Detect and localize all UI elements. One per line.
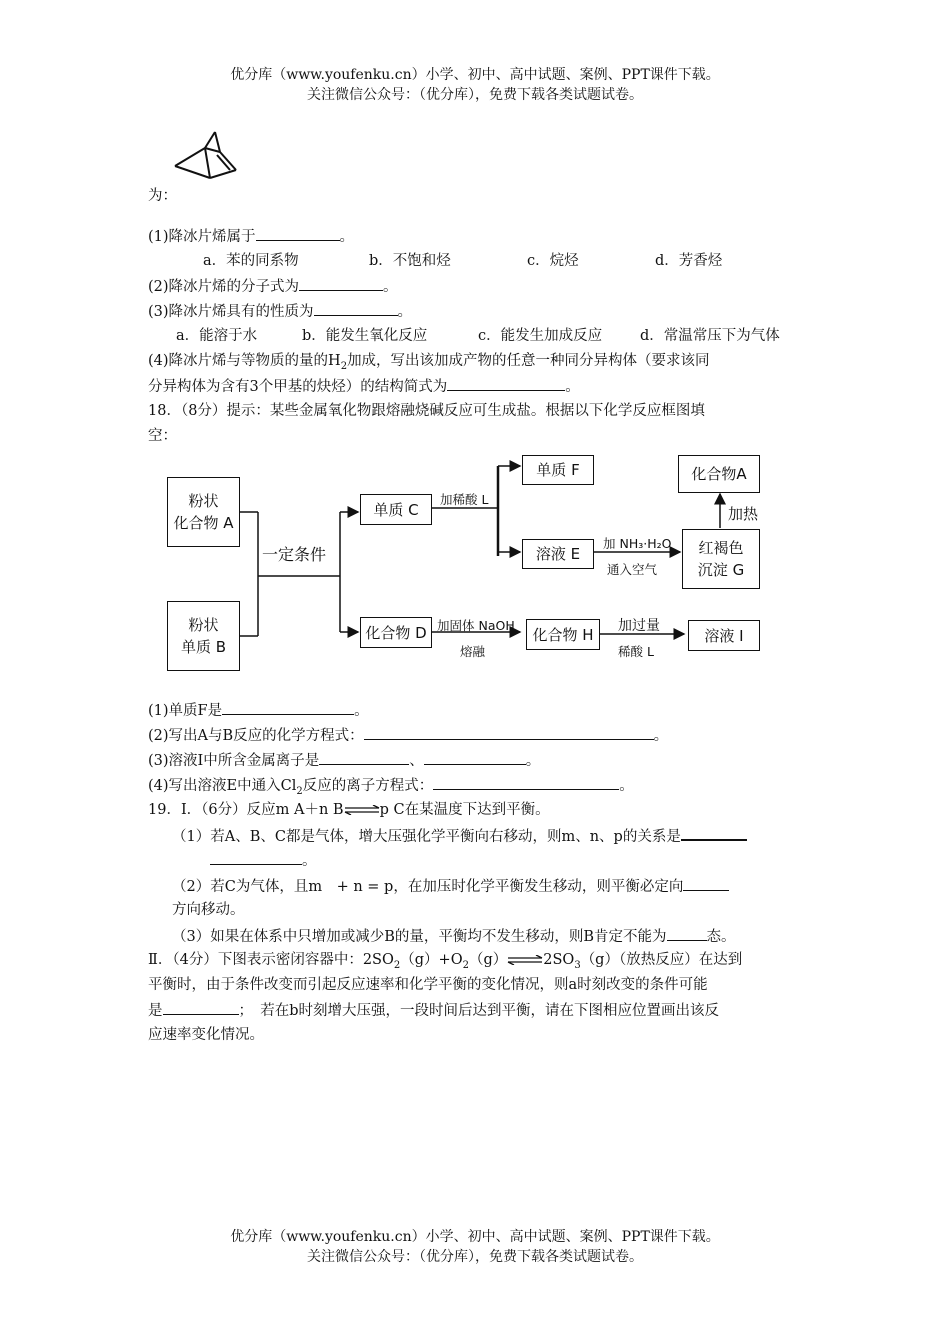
label-condition: 一定条件 [262,545,327,564]
q19-part1-q3: （3）如果在体系中只增加或减少B的量，平衡均不发生移动，则B肯定不能为 态。 [172,926,736,947]
q19-part1-q1: （1）若A、B、C都是气体，增大压强化学平衡向右移动，则m、n、p的关系是 [172,825,747,847]
q17-part4-line2: 分异构体为含有3个甲基的炔烃）的结构简式为 。 [148,376,580,397]
q17-option-c: c．烷烃 [527,253,579,269]
q17-option-a: a．苯的同系物 [203,253,299,269]
label-add-dilute-acid: 加稀酸 L [440,492,489,507]
q18-sub1: (1)单质F是 。 [148,700,369,721]
q19-part2-line4: 应速率变化情况。 [148,1027,264,1043]
q17-prop-d: d．常温常压下为气体 [640,328,780,344]
header-line-1: 优分库（www.youfenku.cn）小学、初中、高中试题、案例、PPT课件下载。 [230,67,720,83]
q17-prop-c: c．能发生加成反应 [478,328,603,344]
q18-intro-2: 空： [148,428,177,444]
box-compound-d: 化合物 D [360,617,432,648]
footer-line-1: 优分库（www.youfenku.cn）小学、初中、高中试题、案例、PPT课件下载。 [230,1229,720,1245]
q19-part2-line3: 是 ； 若在b时刻增大压强，一段时间后达到平衡，请在下图相应位置画出该反 [148,1000,719,1021]
box-element-f: 单质 F [522,455,594,485]
label-air: 通入空气 [607,562,658,577]
q19-part1-intro: 19．Ⅰ．（6分）反应m A＋n B p C在某温度下达到平衡。 [148,802,550,818]
box-element-c: 单质 C [360,494,432,525]
header-line-2: 关注微信公众号：（优分库），免费下载各类试题试卷。 [307,87,643,103]
q17-part2: (2)降冰片烯的分子式为 。 [148,276,398,297]
q18-sub4: (4)写出溶液E中通入$Cl_2$反应的离子方程式： 。 [148,775,634,802]
q19-part1-q2: （2）若C为气体，且m + n = p，在加压时化学平衡发生移动，则平衡必定向 [172,876,729,897]
q17-prop-a: a．能溶于水 [176,328,258,344]
q19-part1-q1-cont: 。 [210,850,317,871]
label-add-ammonia: 加 NH₃·H₂O [603,536,672,551]
footer-line-2: 关注微信公众号：（优分库），免费下载各类试题试卷。 [307,1249,643,1265]
label-molten: 熔融 [460,644,486,659]
q18-intro-1: 18．（8分）提示：某些金属氧化物跟熔融烧碱反应可生成盐。根据以下化学反应框图填 [148,403,705,419]
q17-part4-line1: (4)降冰片烯与等物质的量的$H_2$加成，写出该加成产物的任意一种同分异构体（要求该同 [148,353,710,372]
q17-part3: (3)降冰片烯具有的性质为 。 [148,301,412,322]
label-excess: 加过量 [618,618,660,634]
label-add-naoh: 加固体 NaOH [437,618,515,633]
label-dilute-acid-l: 稀酸 L [618,644,654,659]
box-solution-i: 溶液 I [688,620,760,651]
box-compound-a-2: 化合物A [678,455,760,493]
equilibrium-arrow-icon [507,955,543,965]
q17-option-d: d．芳香烃 [655,253,723,269]
q18-sub2: (2)写出A与B反应的化学方程式： 。 [148,725,668,746]
q19-part2-line1: Ⅱ．（4分）下图表示密闭容器中：$2SO_2(g)+O_2(g)$ $2SO_3(g)$（放热反应）在达到 [148,952,743,971]
q17-option-b: b．不饱和烃 [369,253,451,269]
q19-part2-line2: 平衡时，由于条件改变而引起反应速率和化学平衡的变化情况，则a时刻改变的条件可能 [148,977,708,993]
box-element-b: 粉状 单质 B [167,601,240,671]
q18-sub3: (3)溶液I中所含金属离子是 、 。 [148,750,540,771]
q17-prop-b: b．能发生氧化反应 [302,328,428,344]
equilibrium-arrow-icon [344,805,380,815]
q17-part1: (1)降冰片烯属于 。 [148,226,354,247]
q17-wei: 为： [148,188,177,204]
q19-part1-q2-cont: 方向移动。 [172,902,245,918]
box-solution-e: 溶液 E [522,539,594,569]
label-heat: 加热 [728,505,759,523]
box-precipitate-g: 红褐色 沉淀 G [682,529,760,589]
box-compound-h: 化合物 H [526,619,600,650]
box-compound-a: 粉状 化合物 A [167,477,240,547]
